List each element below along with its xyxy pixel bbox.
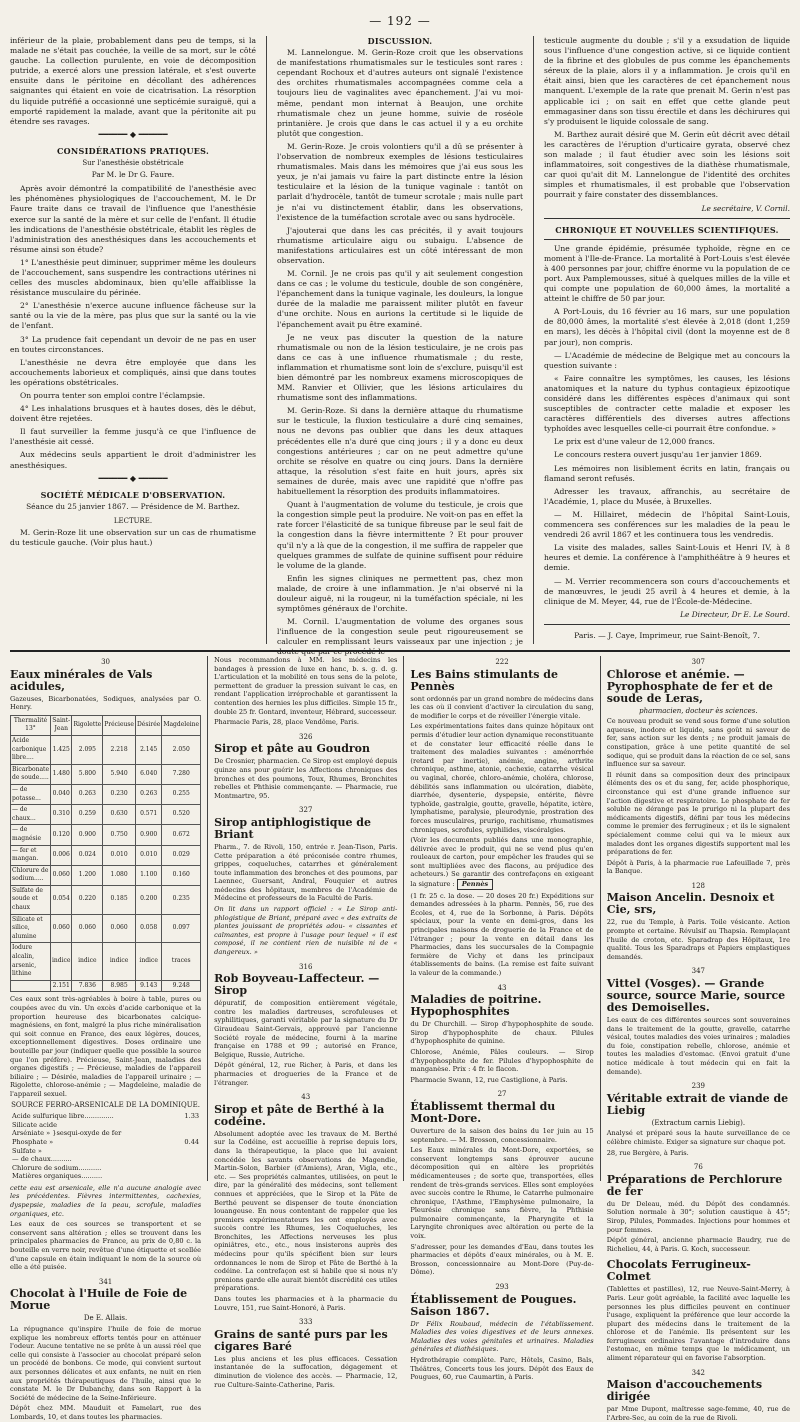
paragraph: Pharmacie Paris, 28, place Vendôme, Paris. bbox=[214, 718, 359, 727]
advertisements-section bbox=[10, 650, 790, 1422]
table-cell: indice bbox=[103, 943, 136, 980]
paragraph: Hydrothérapie complète. Parc, Hôtels, Casino, Bals, Théâtres, Concerts tous les jours. Dépôt des Eaux de Pougues, 60, rue Caumartin, à Paris. bbox=[410, 1356, 594, 1382]
divider bbox=[544, 239, 790, 240]
table-header-cell: Magdeleine bbox=[162, 715, 201, 735]
table-row bbox=[11, 825, 201, 845]
column-rule bbox=[207, 656, 208, 1181]
ad-colmet bbox=[607, 1259, 790, 1362]
table-cell: 1.100 bbox=[135, 865, 161, 885]
table-row bbox=[11, 764, 201, 784]
section-subtitle: LECTURE. bbox=[113, 516, 153, 525]
paragraph: M. Gerin-Roze. Si dans la dernière attaque du rhumatisme sur le testicule, la fluxion testiculaire a duré cinq semaines, nous ne devons pas oublier que dans les deux attaques précédentes elle n'a duré que cinq jours ; il y a donc eu deux congestions antérieures ; car on ne peut admettre qu'une orchite se résolve en quatre ou cinq jours. Dans la dernière attaque, la résolution s'est faite en huit jours, après six semaines de durée, mais avec une rapidité que n'offre pas habituellement la résorption des produits inflammatoires. bbox=[277, 406, 523, 497]
column-rule bbox=[533, 36, 534, 644]
table-cell: — de magnésie bbox=[11, 825, 51, 845]
table-cell: 0.255 bbox=[162, 784, 201, 804]
table-header-cell: Précieuse bbox=[103, 715, 136, 735]
table-cell: 0.060 bbox=[72, 914, 103, 943]
table-cell: 0.263 bbox=[72, 784, 103, 804]
ad-mont-dore bbox=[410, 1090, 593, 1277]
mineral-analysis-table bbox=[10, 715, 201, 993]
composition-cell: Matières organiques.......... bbox=[12, 1172, 103, 1181]
ad-briant bbox=[214, 806, 397, 956]
ad-number: 43 bbox=[301, 1093, 311, 1102]
ad-vals bbox=[10, 658, 201, 1272]
ad-subtitle: De E. Allais. bbox=[83, 1314, 128, 1323]
composition-row bbox=[10, 1121, 201, 1130]
ornament-divider: ━━━━━━ ◆ ━━━━━━ bbox=[98, 473, 168, 483]
ad-title: Véritable extrait de viande de Liebig bbox=[606, 1091, 789, 1117]
composition-cell: Silicate acide bbox=[12, 1120, 57, 1129]
table-cell: 0.160 bbox=[162, 865, 201, 885]
table-cell: 0.259 bbox=[72, 805, 103, 825]
paragraph: Il faut surveiller la femme jusqu'à ce que l'influence de l'anesthésie ait cessé. bbox=[10, 427, 256, 447]
paragraph: M. Gerin-Roze lit une observation sur un cas de rhumatisme du testicule gauche. (Voir plus haut.) bbox=[10, 528, 256, 548]
ad-number: 342 bbox=[691, 1368, 706, 1377]
paragraph: sont ordonnés par un grand nombre de médecins dans les cas où il convient d'activer la circulation du sang, de modifier le corps et de réveiller l'énergie vitale. bbox=[410, 694, 594, 720]
paragraph: 1° L'anesthésie peut diminuer, supprimer même les douleurs de l'accouchement, sans suspendre les contractions utérines ni celles des muscles abdominaux, bien qu'elle affaiblisse la résistance musculaire du périnée. bbox=[10, 257, 256, 298]
paragraph: De Crosnier, pharmacien. Ce Sirop est employé depuis quinze ans pour guérir les Affections chroniques des bronches et des poumons, Toux, Rhumes, Bronchites rebelles et Phthisie commençante. — Pharmacie, rue Montmartre, 95. bbox=[214, 757, 398, 800]
composition-title: SOURCE FERRO-ARSENICALE DE LA DOMINIQUE. bbox=[11, 1100, 200, 1109]
table-cell: 0.040 bbox=[51, 784, 72, 804]
paragraph: Enfin les signes cliniques ne permettent pas, chez mon malade, de croire à une inflammation. Je n'ai observé ni la douleur aiguë, ni la rougeur, ni la tuméfaction spéciale, ni les symptômes généraux de l'orchite. bbox=[277, 573, 523, 614]
ads-column-1 bbox=[10, 656, 202, 1421]
paragraph: 3° La prudence fait cependant un devoir de ne pas en user en toutes circonstances. bbox=[10, 334, 256, 354]
ad-title: Établissement de Pougues. Saison 1867. bbox=[410, 1292, 577, 1318]
composition-cell: 1.33 bbox=[184, 1112, 200, 1121]
section-author: Par M. le Dr G. Faure. bbox=[91, 170, 175, 180]
table-row bbox=[11, 784, 201, 804]
ad-number: 76 bbox=[693, 1163, 703, 1172]
paragraph: Les Eaux minérales du Mont-Dore, exportées, se conservent longtemps sans éprouver aucune décomposition qui en altère les propriétés médicamenteuses ; de sorte que, transportées, elles rendent de très-grands services. Elles sont employées avec succès contre le Rhume, le Catarrhe pulmonaire chronique, l'Asthme, l'Emphysème pulmonaire, la Pleurésie chronique sans fièvre, la Phthisie pulmonaire commençante, la Pharyngite et la Laryngite chroniques avec altération ou perte de la voix. bbox=[410, 1146, 594, 1241]
section-title: CHRONIQUE ET NOUVELLES SCIENTIFIQUES. bbox=[555, 224, 779, 235]
paragraph: On lit dans un rapport officiel : « Le Sirop anti-phlogistique de Briant, préparé avec « des extraits de plantes jouissant de propriétés adou- « cissantes et calmantes, est propre à l'usage pour lequel « il est composé, il ne contient rien de nuisible ni de « dangereux. » bbox=[214, 905, 398, 957]
paragraph: Pharmacie Swann, 12, rue Castiglione, à Paris. bbox=[410, 1075, 568, 1084]
table-cell: traces bbox=[162, 943, 201, 980]
table-cell: Acide carbonique libre.... bbox=[11, 735, 51, 764]
column-1 bbox=[10, 36, 256, 644]
paragraph: — M. Verrier recommencera son cours d'accouchements et de manœuvres, le jeudi 25 avril à 4 heures et demie, à la clinique de M. Meyer, 44, rue de l'École-de-Médecine. bbox=[544, 576, 790, 606]
ad-title: Chocolat à l'Huile de Foie de Morue bbox=[10, 1287, 188, 1313]
ad-leras bbox=[607, 658, 790, 876]
table-row bbox=[11, 735, 201, 764]
table-row bbox=[11, 865, 201, 885]
table-cell: 2.218 bbox=[103, 735, 136, 764]
paragraph: L'anesthésie ne devra être employée que dans les accouchements laborieux et compliqués, ainsi que dans toutes les opérations obstétricales. bbox=[10, 357, 256, 387]
table-cell: 1.200 bbox=[72, 865, 103, 885]
table-cell: 1.425 bbox=[51, 735, 72, 764]
paragraph: M. Cornil. L'augmentation de volume des organes sous l'influence de la congestion seule peut rigoureusement se calculer en remplissant leurs vaisseaux par une injection ; je doute que par ce procédé le bbox=[277, 617, 523, 657]
ad-number: 326 bbox=[299, 732, 313, 741]
table-cell: 0.900 bbox=[72, 825, 103, 845]
paragraph: testicule augmente du double ; s'il y a exsudation de liquide sous l'influence d'une congestion active, si ce liquide contient de la fibrine et des globules de pus comme les épanchements séreux de la plaie, alors il y a inflammation. Je crois qu'il en était ainsi, bien que les caractères de cet épanchement nous manquent. L'exemple de la rate que prenait M. Gerin n'est pas applicable ici ; on sait en effet que cette glande peut emmagasiner dans son tissu érectile et dans les déchirures qui s'y produisent le liquide colossale de sang. bbox=[544, 36, 790, 126]
paragraph: Dépôt général, 12, rue Richer, à Paris, et dans les pharmacies et drogueries de la France et de l'étranger. bbox=[214, 1061, 398, 1087]
table-row bbox=[11, 980, 201, 992]
table-cell: Bicarbonate de soude..... bbox=[11, 764, 51, 784]
table-cell: 2.050 bbox=[162, 735, 201, 764]
ad-ancelin bbox=[607, 882, 790, 962]
paragraph: du Dr Churchill. — Sirop d'hypophosphite de soude. Sirop d'hypophosphite de chaux. Pilules d'hypophosphite de quinine. bbox=[410, 1020, 594, 1046]
ad-number: 307 bbox=[691, 658, 706, 666]
paragraph: (1 fr. 25 c. la dose. — 20 doses 20 fr.) Expéditions sur demandes adressées à la pharm. Pennès, 56, rue des Écoles, et 4, rue de la Sorbonne, à Paris. Dépôts spéciaux, pour la vente en demi-gros, dans les principales maisons de droguerie de la France et de l'étranger ; pour la vente en détail dans les Pharmacies, dans les succursales de la Compagnie fermière de Vichy et dans les principaux établissements de bains. (La remise est faite suivant la valeur de la commande.) bbox=[410, 891, 594, 977]
paragraph: M. Cornil. Je ne crois pas qu'il y ait seulement congestion dans ce cas ; le volume du testicule, double de son congénère, l'épanchement dans la tunique vaginale, les douleurs, la longue durée de la maladie me paraissent militer plutôt en faveur d'une orchite. Nous en aurions la certitude si le liquide de l'épanchement avait pu être examiné. bbox=[277, 269, 523, 329]
table-cell: 7.280 bbox=[162, 764, 201, 784]
paragraph: — L'Académie de médecine de Belgique met au concours la question suivante : bbox=[544, 350, 790, 370]
paragraph: Analysé et préparé sous la haute surveillance de ce célèbre chimiste. Exiger sa signature sur chaque pot. bbox=[606, 1129, 790, 1146]
table-cell: 0.185 bbox=[103, 885, 136, 914]
ad-title: Chlorose et anémie. — Pyrophosphate de fer et de soude de Leras, bbox=[606, 667, 773, 705]
paragraph-text: (Voir les documents publiés dans une monographie, délivrée avec le produit, qui ne se vend plus qu'en rouleaux de carton, pour empêcher les fraudes qui se sont multipliées avec des flacons, au préjudice des acheteurs.) Se garantir des contrefaçons en exigeant la signature : bbox=[410, 836, 594, 889]
table-cell: 0.200 bbox=[135, 885, 161, 914]
table-cell: 5.940 bbox=[103, 764, 136, 784]
composition-cell: 0.44 bbox=[184, 1137, 200, 1146]
table-cell: 0.900 bbox=[135, 825, 161, 845]
ad-number: 239 bbox=[691, 1082, 706, 1091]
table-header-cell: Saint-Jean bbox=[51, 715, 72, 735]
composition-cell bbox=[174, 1129, 201, 1138]
ad-number: 327 bbox=[299, 806, 313, 815]
ad-title: Maladies de poitrine. Hypophosphites bbox=[410, 993, 542, 1019]
table-cell: 0.235 bbox=[162, 885, 201, 914]
table-cell: 0.672 bbox=[162, 825, 201, 845]
ad-number: 128 bbox=[691, 881, 706, 890]
section-meta: Séance du 25 janvier 1867. — Présidence de M. Barthez. bbox=[26, 501, 240, 511]
ad-title: Sirop et pâte au Goudron bbox=[214, 742, 371, 756]
ad-title: Chocolats Ferrugineux-Colmet bbox=[606, 1258, 751, 1284]
paragraph: M. Lannelongue. M. Gerin-Roze croit que les observations de manifestations rhumatismales sur le testicules sont rares : cependant Rochoux et d'autres auteurs ont signalé l'existence des orchites rhumatismales accompagnées comme cela a toujours lieu de vaginalites avec épanchement. J'ai vu moi-même, pendant mon internat à Beaujon, une orchite rhumatismale chez un jeune homme, suivie de roséole printanière. Je crois que dans le cas actuel il y a eu orchite plutôt que congestion. bbox=[277, 48, 523, 138]
paragraph: Nous recommandons à MM. les médecins les bandages à pression de luxe en hanc, b. s. g. d. g. L'articulation et la mobilité en tous sens de la pelote, permettent de graduer la pression suivant le cas, en rendant l'application irréprochable et garantissent la contention des hernies les plus difficiles. Simple 15 fr., double 25 fr. Gontard, inventeur, Hébrard, successeur. bbox=[214, 656, 398, 716]
table-cell: 0.060 bbox=[103, 914, 136, 943]
ad-perchlorure bbox=[607, 1163, 790, 1253]
paragraph: J'ajouterai que dans les cas précités, il y avait toujours rhumatisme articulaire aigu ou subaigu. L'absence de manifestations articulaires est un côté intéressant de mon observation. bbox=[277, 225, 523, 265]
ad-number: 222 bbox=[495, 658, 509, 666]
paragraph bbox=[410, 836, 593, 890]
composition-table bbox=[10, 1112, 201, 1181]
table-cell: 0.054 bbox=[51, 885, 72, 914]
composition-cell bbox=[174, 1155, 201, 1164]
paragraph: La répugnance qu'inspire l'huile de foie de morue explique les nombreux efforts tentés pour en atténuer l'odeur. Aucune tentative ne se prête à un aussi réel que celle qui consiste à l'associer au chocolat préparé selon un procédé de bonbons. Ce mode, qui convient surtout aux personnes délicates et aux enfants, ne nuit en rien aux propriétés thérapeutiques de l'huile, ainsi que le constate M. le Dr Dubanchy, dans son Rapport à la Société de médecine de la Seine-Inférieure. bbox=[10, 1325, 202, 1402]
table-header-row bbox=[11, 715, 201, 735]
ad-number: 30 bbox=[101, 658, 110, 666]
paragraph: Dépôt chez MM. Mauduit et Famelart, rue des Lombards, 10, et dans toutes les pharmacies. bbox=[10, 1404, 202, 1421]
table-row bbox=[11, 845, 201, 865]
table-header-cell: Thermalité 13° bbox=[11, 715, 51, 735]
signature: Le Directeur, Dr E. Le Sourd. bbox=[680, 609, 790, 619]
table-cell: 5.800 bbox=[72, 764, 103, 784]
ad-title: Sirop et pâte de Berthé à la codéine. bbox=[214, 1102, 385, 1128]
paragraph: Les mémoires non lisiblement écrits en latin, français ou flamand seront refusés. bbox=[544, 463, 790, 483]
section-subtitle: Sur l'anesthésie obstétricale bbox=[82, 159, 184, 168]
table-cell: 0.120 bbox=[51, 825, 72, 845]
ad-vittel bbox=[607, 967, 790, 1076]
pennes-signature: Pennès bbox=[457, 879, 493, 890]
ad-number: 341 bbox=[98, 1277, 113, 1286]
composition-cell: Chlorure de sodium........... bbox=[12, 1163, 102, 1172]
composition-cell: Phosphate » bbox=[12, 1137, 54, 1146]
table-row bbox=[11, 805, 201, 825]
paragraph: Dans toutes les pharmacies et à la pharmacie du Louvre, 151, rue Saint-Honoré, à Paris. bbox=[214, 1295, 398, 1312]
table-cell: 0.520 bbox=[162, 805, 201, 825]
table-cell: Iodure alcalin, arsenic, lithine bbox=[11, 943, 51, 980]
paragraph: Les expérimentations faites dans quinze hôpitaux ont permis d'étudier leur action dynamique reconstituante et de constater leur efficacité réelle dans le traitement des maladies suivantes : aménorrhée (retard par inertie), anémie, angine, arthrite chronique, asthme, atonie, cachexie, catarrhe vésical ou vaginal, chorée, chloro-anémie, choléra, chlorose, débilités sans inflammation ou ulcération, diabète, diarrhée, dysenterie, dyspepsie, entérite, fièvre typhoïde, gastralgie, goutte, gravelle, hépatite, ictère, lymphatisme, paralysie, pleurodynie, prostration des forces musculaires, prurigo, rachitisme, rhumatismes chroniques, scrofules, syphilides, viscéralgies. bbox=[410, 722, 594, 834]
table-cell: 0.230 bbox=[103, 784, 136, 804]
column-rule bbox=[600, 656, 601, 1181]
table-cell: 2.151 bbox=[51, 980, 72, 992]
paragraph: M. Gerin-Roze. Je crois volontiers qu'il a dû se présenter à l'observation de nombreux exemples de lésions testiculaires rhumatismales. Mais dans les mémoires que j'ai eus sous les yeux, je n'ai jamais vu faire la part distincte entre la lésion testiculaire et la lésion de la tunique vaginale : tantôt on parlait d'hydrocèle, tantôt de tumeur scrotale ; mais nulle part je n'ai vu distinctement établir, dans les observations, l'existence de la tuméfaction scrotale avec ou sans hydrocèle. bbox=[277, 141, 523, 222]
ad-boyveau bbox=[214, 963, 397, 1088]
paragraph: M. Barthez aurait désiré que M. Gerin eût décrit avec détail les caractères de l'éruption d'urticaire gyrata, observé chez son malade ; il faut étudier avec soin les lésions soit inflammatoires, soit congestives de la diathèse rhumatismale, car quoi qu'ait dit M. Lannelongue de l'identité des orchites simples et rhumatismales, il est probable que l'observation pourrait y faire constater des dissemblances. bbox=[544, 129, 790, 200]
paragraph: Dépôt général, ancienne pharmacie Baudry, rue de Richelieu, 44, à Paris. G. Koch, successeur. bbox=[606, 1236, 790, 1253]
section-title: SOCIÉTÉ MÉDICALE D'OBSERVATION. bbox=[40, 489, 226, 500]
table-cell: 0.006 bbox=[51, 845, 72, 865]
composition-cell bbox=[174, 1121, 201, 1130]
ads-column-2 bbox=[214, 656, 398, 1389]
table-header-cell: Désirée bbox=[135, 715, 161, 735]
paragraph: du Dr Deleau, méd. du Dépôt des condamnés. Solution normale à 30°; solution caustique à 45°; Sirop, Pilules, Pommades. Injections pour hommes et pour femmes. bbox=[606, 1199, 790, 1234]
ad-pennes bbox=[410, 658, 593, 978]
section-title: CONSIDÉRATIONS PRATIQUES. bbox=[56, 145, 210, 156]
table-cell: indice bbox=[135, 943, 161, 980]
ad-title: Préparations de Perchlorure de fer bbox=[606, 1172, 783, 1198]
paragraph: Chlorose, Anémie, Pâles couleurs. — Sirop d'hypophosphite de fer. Pilules d'hypophosphite de manganèse. Prix : 4 fr. le flacon. bbox=[410, 1047, 594, 1074]
table-cell: 0.750 bbox=[103, 825, 136, 845]
paragraph: Absolument adoptée avec les travaux de M. Berthé sur la Codéine, est accueillie à reprise depuis lors, dans la thérapeutique, la place que lui avaient concédée les savants observations de Magendie, Martin-Solon, Barbier (d'Amiens), Aran, Vigla, etc., etc. — Ses propriétés calmantes, utilisées, on peut le dire, par la généralité des médecins, sont tellement connues et appréciées, que le Sirop et la Pâte de Berthé peuvent se dispenser de toute énonciation louangeuse. En nous contentant de rappeler que les premiers expérimentateurs les ont employés avec succès contre les Rhumes, les Coqueluches, les Bronchites, les Affections nerveuses les plus opiniâtres, etc., etc., nous insisterons auprès des médecins pour qu'ils spécifient bien sur leurs ordonnances le nom de Sirop et Pâte de Berthé à la codéine. La contrefaçon est si habile que si nous n'y prenions garde elle aurait bientôt discrédité ces utiles préparations. bbox=[214, 1129, 398, 1293]
composition-row bbox=[10, 1164, 201, 1173]
ad-number: 27 bbox=[497, 1090, 507, 1099]
paragraph: 22, rue du Temple, à Paris. Toile vésicante. Action prompte et certaine. Révulsif au Thapsia. Remplaçant l'huile de croton, etc. Sparadrap des Hôpitaux, 1re qualité. Tous les Sparadraps et Papiers emplastiques demandés. bbox=[606, 918, 790, 961]
table-cell: — de chaux... bbox=[11, 805, 51, 825]
table-row bbox=[11, 914, 201, 943]
composition-cell: Acide sulfurique libre.............. bbox=[12, 1112, 114, 1121]
paragraph: (Tablettes et pastilles), 12, rue Neuve-Saint-Merry, à Paris. Leur goût agréable, la facilité avec laquelle les personnes les plus difficiles peuvent en continuer l'usage, expliquent la préférence que leur accorde la plupart des médecins dans le traitement de la chlorose et de l'anémie. Ils présentent sur les ferrugineux ordinaires l'avantage d'introduire dans l'estomac, en même temps que le médicament, un aliment réparateur qui en favorise l'absorption. bbox=[606, 1285, 790, 1363]
paragraph: Ouverture de la saison des bains du 1er juin au 15 septembre. — M. Brosson, concessionnaire. bbox=[410, 1126, 594, 1144]
paragraph: Adresser les travaux, affranchis, au secrétaire de l'Académie, 1, place du Musée, à Bruxelles. bbox=[544, 486, 790, 506]
signature: Le secrétaire, V. Cornil. bbox=[701, 203, 790, 213]
composition-cell: — de chaux.......... bbox=[12, 1155, 72, 1164]
section-title: DISCUSSION. bbox=[367, 36, 433, 46]
paragraph: — M. Hillairet, médecin de l'hôpital Saint-Louis, commencera ses conférences sur les maladies de la peau le vendredi 26 avril 1867 et les continuera tous les vendredis. bbox=[544, 509, 790, 540]
paragraph: Ce nouveau produit se vend sous forme d'une solution aqueuse, inodore et liquide, sans goût ni saveur de fer, sans action sur les dents ; ne produit jamais de constipation, grâce à une petite quantité de sel sodique, qui se produit dans la réaction de ce sel, sans influence sur sa saveur. bbox=[606, 717, 790, 769]
ad-number: 293 bbox=[495, 1283, 509, 1292]
ad-cigares bbox=[214, 1318, 397, 1389]
ad-title: Maison d'accouchements dirigée bbox=[606, 1378, 763, 1404]
paragraph: inférieur de la plaie, probablement dans peu de temps, si la malade ne s'était pas couchée, la veille de sa mort, sur le côté gauche. La collection purulente, en voie de décomposition putride, a exercé alors une pression latérale, et s'est ouverte ensuite dans le péritoine en décollant des adhérences saignantes qui étaient en voie de cicatrisation. La résorption du liquide putréfié a occasionné une septicémie suraiguë, qui a emporté rapidement la malade, avant que la péritonite ait pu étendre ses ravages. bbox=[10, 36, 256, 126]
table-cell: 0.010 bbox=[103, 845, 136, 865]
table-cell: 6.040 bbox=[135, 764, 161, 784]
table-cell: 8.985 bbox=[103, 980, 136, 992]
paragraph: Une grande épidémie, présumée typhoïde, règne en ce moment à l'Ile-de-France. La mortalité à Port-Louis s'est élevée à 400 personnes par jour, chiffre énorme vu la population de ce port. Aux Pamplemousses, situé à quelques milles de la ville et qui compte une population de 60,000 âmes, la mortalité a atteint le chiffre de 50 par jour. bbox=[544, 243, 790, 304]
paragraph: S'adresser, pour les demandes d'Eau, dans toutes les pharmacies et dépôts d'eaux minérales, ou à M. E. Brosson, concessionnaire au Mont-Dore (Puy-de-Dôme). bbox=[410, 1242, 594, 1277]
table-cell: Sulfate de soude et chaux bbox=[11, 885, 51, 914]
table-cell: 0.060 bbox=[51, 865, 72, 885]
paragraph: On pourra tenter son emploi contre l'éclampsie. bbox=[20, 391, 206, 400]
ads-column-3 bbox=[410, 656, 594, 1382]
table-cell: 0.029 bbox=[162, 845, 201, 865]
ad-title: Maison Ancelin. Desnoix et Cie, srs, bbox=[606, 891, 775, 917]
paragraph: Quant à l'augmentation de volume du testicule, je crois que la congestion simple peut la produire. Ne voit-on pas en effet la rate forcer l'élasticité de sa tunique fibreuse par le seul fait de la congestion dans la fièvre intermittente ? Et pour prouver qu'il n'y a là que de la congestion, il me suffira de rappeler que quelques grammes de sulfate de quinine suffisent pour réduire le volume de la glande. bbox=[277, 500, 523, 570]
editorial-section bbox=[10, 36, 790, 657]
table-cell: 7.836 bbox=[72, 980, 103, 992]
ad-berthe bbox=[214, 1093, 397, 1312]
divider bbox=[544, 218, 790, 219]
ads-column-4 bbox=[606, 656, 790, 1422]
table-cell: — fer et mangan. bbox=[11, 845, 51, 865]
column-3 bbox=[544, 36, 790, 644]
composition-cell bbox=[174, 1164, 201, 1173]
paragraph: Dr Félix Roubaud, médecin de l'établissement. Maladies des voies digestives et de leurs annexes. Maladies des voies génitales et urinaires. Maladies générales et diathésiques. bbox=[410, 1319, 594, 1354]
ad-title: Les Bains stimulants de Pennès bbox=[410, 667, 558, 693]
ad-title: Grains de santé purs par les cigares Baré bbox=[214, 1327, 388, 1353]
paragraph: La visite des malades, salles Saint-Louis et Henri IV, à 8 heures et demie. La conférence à l'amphithéâtre à 9 heures et demie. bbox=[544, 543, 790, 573]
page-number: — 192 — bbox=[369, 14, 431, 28]
table-row bbox=[11, 943, 201, 980]
table-cell: 9.248 bbox=[162, 980, 201, 992]
ad-goudron bbox=[214, 733, 397, 801]
table-cell: 0.024 bbox=[72, 845, 103, 865]
ad-subtitle: (Extractum carnis Liebig). bbox=[651, 1118, 746, 1127]
ad-number: 43 bbox=[497, 983, 507, 992]
paragraph: Les eaux de ces sources se transportent et se conservent sans altération ; elles se trouvent dans les principales pharmacies de France, au prix de 0,80 c. la bouteille en verre noir, revêtue d'une étiquette et scellée d'une capsule en étain indiquant le nom de la source où elle a été puisée. bbox=[10, 1220, 202, 1272]
table-cell: 2.145 bbox=[135, 735, 161, 764]
table-cell: 0.220 bbox=[72, 885, 103, 914]
column-rule bbox=[266, 36, 267, 644]
composition-row bbox=[10, 1172, 201, 1181]
ad-accouchements bbox=[607, 1369, 790, 1422]
printer-imprint: Paris. — J. Caye, Imprimeur, rue Saint-Benoît, 7. bbox=[574, 630, 760, 640]
paragraph: Ces eaux sont très-agréables à boire à table, pures ou coupées avec du vin. Un excès d'acide carbonique et la proportion heureuse des bicarbonates calcique-magnésiens, en font, malgré la plus riche minéralisation qui soit connue en France, des eaux légères, douces, exceptionnellement digestives. Doses ordinaire une bouteille par jour (indiquer quelle que possible la source que l'on préfère). Précieuse, Saint-Jean, maladies des organes digestifs ; — Précieuse, maladies de l'appareil biliaire ; — Désirée, maladies de l'appareil urinaire ; — Rigolette, chlorose-anémie ; — Magdeleine, maladie de l'appareil sexuel. bbox=[10, 995, 202, 1098]
paragraph: 28, rue Bergère, à Paris. bbox=[606, 1148, 689, 1157]
paragraph: Les plus anciens et les plus efficaces. Cessation instantanée de la suffocation, dégagement et diminution de violence des accès. — Pharmacie, 12, rue Culture-Sainte-Catherine, Paris. bbox=[214, 1354, 398, 1389]
table-cell: 9.143 bbox=[135, 980, 161, 992]
paragraph: dépuratif, de composition entièrement végétale, contre les maladies dartreuses, scrofuleuses et syphilitiques, garanti véritable par la signature du Dr Giraudeau Saint-Gervais, approuvé par l'ancienne Société royale de médecine, fourni à la marine française en 1788 et 99 ; autorisé en France, Belgique, Russie, Autriche. bbox=[214, 999, 398, 1059]
paragraph: Après avoir démontré la compatibilité de l'anesthésie avec les phénomènes physiologiques de l'accouchement, M. le Dr Faure traite dans ce travail de l'influence que l'anesthésie exerce sur la santé de la mère et sur celle de l'enfant. Il étudie les indications de l'anesthésie obstétricale, établit les règles de l'administration des anesthésiques dans les accouchements et résume ainsi son étude? bbox=[10, 184, 256, 254]
table-cell: — de potasse... bbox=[11, 784, 51, 804]
table-cell: 1.080 bbox=[103, 865, 136, 885]
ad-hypophosphites bbox=[410, 984, 593, 1085]
table-cell: 0.310 bbox=[51, 805, 72, 825]
ad-title: Établissemt thermal du Mont-Dore. bbox=[410, 1099, 556, 1125]
ad-number: 347 bbox=[691, 967, 706, 976]
table-cell: indice bbox=[72, 943, 103, 980]
table-cell: 0.630 bbox=[103, 805, 136, 825]
ad-title: Sirop antiphlogistique de Briant bbox=[214, 815, 371, 841]
paragraph: Pharm., 7. de Rivoli, 150, entrée r. Jean-Tison, Paris. Cette préparation a été préconisée contre rhumes, grippes, coqueluches, catarrhes et généralement toute inflammation des bronches et des poumons, par Laennec, Guersant, Andral, Fouquier et autres médecins des hôpitaux, membres de l'Académie de Médecine et professeurs de la Faculté de Paris. bbox=[214, 842, 398, 903]
ad-subtitle: Gazeuses, Bicarbonatées, Sodiques, analysées par O. Henry. bbox=[10, 694, 202, 712]
table-cell bbox=[11, 980, 51, 992]
composition-row bbox=[10, 1147, 201, 1156]
composition-cell bbox=[174, 1147, 201, 1156]
composition-row bbox=[10, 1138, 201, 1147]
ad-title: Vittel (Vosges). — Grande source, source Marie, source des Demoiselles. bbox=[606, 977, 786, 1015]
table-header-cell: Rigolette bbox=[72, 715, 103, 735]
table-cell: 1.480 bbox=[51, 764, 72, 784]
paragraph: Le concours restera ouvert jusqu'au 1er janvier 1869. bbox=[554, 450, 762, 460]
paragraph: Il réunit dans sa composition deux des principaux éléments des os et du sang, fer, acide phosphorique, circonstance qui est d'une grande influence sur l'action digestive et respiratoire. Le phosphate de fer soluble ne dérange pas le prurigo ni la plupart des médicaments digestifs, défini par tous les médecins comme le premier des ferrugineux ; et ils le signalent spécialement comme celui qui va le mieux aux malades dont les organes digestifs supportent mal les préparations de fer. bbox=[606, 770, 790, 857]
paragraph: par Mme Dupont, maîtresse sage-femme, 40, rue de l'Arbre-Sec, au coin de la rue de Rivoli. bbox=[606, 1405, 790, 1422]
paragraph: Je ne veux pas discuter la question de la nature rhumatismale ou non de la lésion testiculaire, je ne crois pas dans ce cas à une influence rhumatismale ; du reste, inflammation et rhumatisme sont loin de s'exclure, puisqu'il est bien démontré par les nombreux examens microscopiques de MM. Ranvier et Ollivier, que les lésions articulaires du rhumatisme sont des inflammations. bbox=[277, 332, 523, 403]
table-cell: 0.010 bbox=[135, 845, 161, 865]
ad-number: 316 bbox=[299, 962, 313, 971]
ad-chocolat-huile bbox=[10, 1278, 201, 1422]
table-cell: 0.263 bbox=[135, 784, 161, 804]
paragraph: Aux médecins seuls appartient le droit d'administrer les anesthésiques. bbox=[10, 450, 256, 470]
table-cell: 0.097 bbox=[162, 914, 201, 943]
paragraph: cette eau est arsenicale, elle n'a aucune analogie avec les précédentes. Fièvres intermittentes, cachexies, dyspepsie, maladies de la peau, scrofule, maladies organiques, etc. bbox=[10, 1183, 202, 1218]
paragraph: 4° Les inhalations brusques et à hautes doses, dès le début, doivent être rejetées. bbox=[10, 404, 256, 424]
table-cell: 0.058 bbox=[135, 914, 161, 943]
paragraph: Les eaux de ces différentes sources sont souveraines dans le traitement de la goutte, gravelle, catarrhe vésical, toutes maladies des voies urinaires ; maladies du foie, constipation rebelle, chlorose, anémie et toutes les maladies d'estomac. (Envoi gratuit d'une notice médicale à tout médecin qui en fait la demande). bbox=[606, 1016, 790, 1076]
ornament-divider: ━━━━━━ ◆ ━━━━━━ bbox=[98, 129, 168, 139]
divider bbox=[544, 624, 790, 625]
composition-cell bbox=[174, 1172, 201, 1181]
table-cell: 0.060 bbox=[51, 914, 72, 943]
ad-title: Rob Boyveau-Laffecteur. — Sirop bbox=[214, 972, 380, 998]
paragraph: A Port-Louis, du 16 février au 16 mars, sur une population de 80,000 âmes, la mortalité s'est élevée à 2,018 (dont 1,259 en mars), les décès à l'hôpital civil (dont la moyenne est de 8 par jour), non compris. bbox=[544, 307, 790, 347]
composition-row bbox=[10, 1112, 201, 1121]
ad-liebig bbox=[607, 1082, 790, 1157]
table-cell: 0.571 bbox=[135, 805, 161, 825]
table-cell: 2.095 bbox=[72, 735, 103, 764]
table-cell: indice bbox=[51, 943, 72, 980]
ad-number: 333 bbox=[299, 1318, 313, 1327]
paragraph: Le prix est d'une valeur de 12,000 francs. bbox=[554, 437, 715, 447]
composition-row bbox=[10, 1129, 201, 1138]
column-rule bbox=[403, 656, 404, 1181]
ad-bandages bbox=[214, 656, 397, 727]
paragraph: « Faire connaître les symptômes, les causes, les lésions anatomiques et la nature du typhus contagieux épizootique considéré dans les différentes espèces d'animaux qui sont susceptibles de contracter cette maladie et exposer les caractères différentiels des diverses autres affections typhoïdes avec lesquelles celle-ci pourrait être confondue. » bbox=[544, 373, 790, 434]
table-row bbox=[11, 885, 201, 914]
composition-cell: Sulfate » bbox=[12, 1146, 42, 1155]
paragraph: 2° L'anesthésie n'exerce aucune influence fâcheuse sur la santé ou la vie de la mère, pas plus que sur la santé ou la vie de l'enfant. bbox=[10, 301, 256, 331]
composition-row bbox=[10, 1155, 201, 1164]
ad-subtitle: pharmacien, docteur ès sciences. bbox=[639, 706, 758, 715]
composition-cell: Arséniate » }sesqui-oxyde de fer bbox=[12, 1129, 122, 1138]
ad-pougues bbox=[410, 1283, 593, 1382]
ad-title: Eaux minérales de Vals acidules, bbox=[10, 667, 153, 693]
column-2 bbox=[277, 36, 523, 657]
table-cell: Silicate et silice, alumine bbox=[11, 914, 51, 943]
paragraph: Dépôt à Paris, à la pharmacie rue Lafeuillade 7, près la Banque. bbox=[606, 858, 790, 876]
table-cell: Chlorure de sodium..... bbox=[11, 865, 51, 885]
